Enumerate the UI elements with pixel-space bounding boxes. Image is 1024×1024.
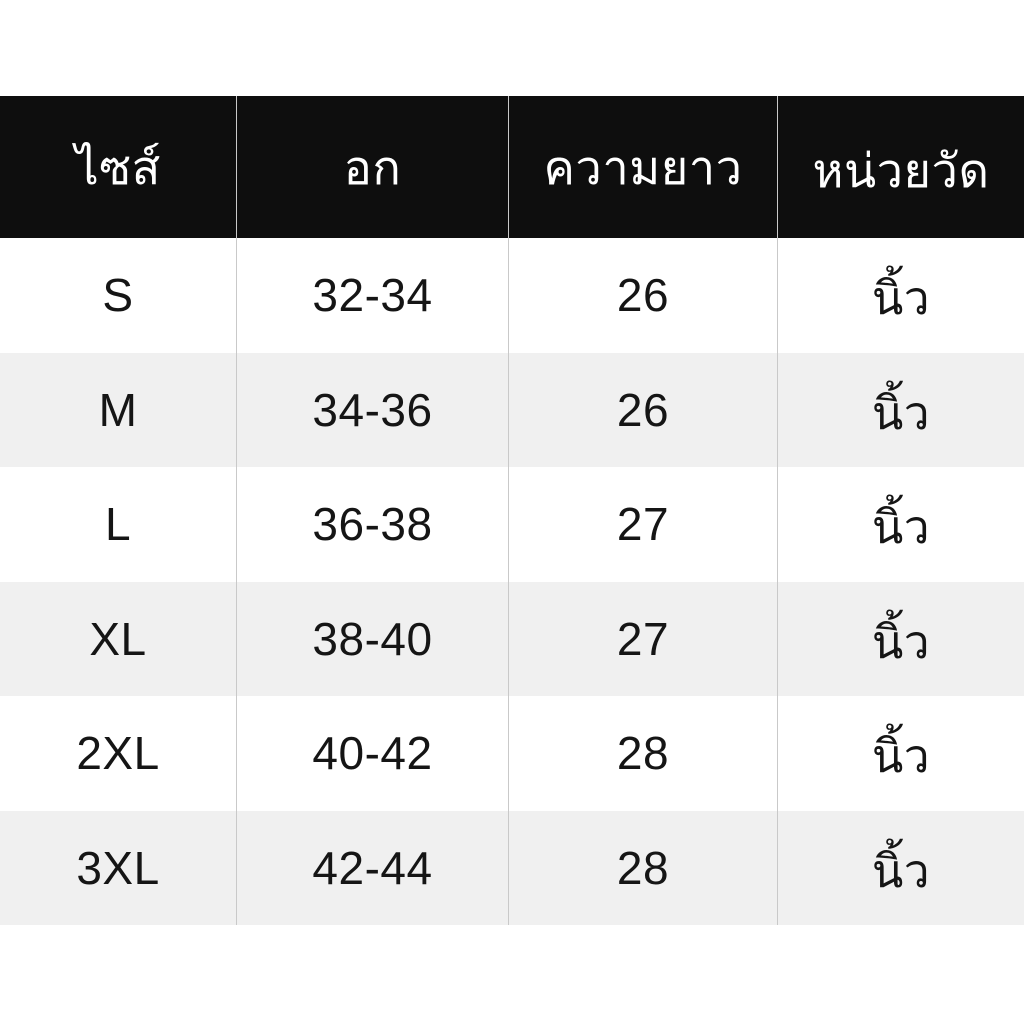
- cell-length: 27: [508, 467, 777, 582]
- cell-size: L: [104, 498, 132, 551]
- cell-chest: 38-40: [236, 582, 508, 697]
- cell-length: 26: [508, 353, 777, 468]
- cell-unit: นิ้ว: [777, 353, 1024, 468]
- cell-chest: 36-38: [236, 467, 508, 582]
- cell-chest: 34-36: [236, 353, 508, 468]
- cell-length: 28: [508, 811, 777, 926]
- cell-length: 28: [508, 696, 777, 811]
- cell-unit: นิ้ว: [777, 467, 1024, 582]
- table-row: [0, 238, 1024, 353]
- size-chart-table: [0, 96, 1024, 925]
- cell-size: 2XL: [76, 727, 160, 780]
- cell-unit: นิ้ว: [777, 238, 1024, 353]
- cell-chest: 40-42: [236, 696, 508, 811]
- header-cell-size: ไซส์: [75, 140, 161, 194]
- table-row: [0, 582, 1024, 697]
- cell-chest: 32-34: [236, 238, 508, 353]
- cell-length: 27: [508, 582, 777, 697]
- header-cell-unit: หน่วยวัด: [777, 96, 1024, 238]
- cell-chest: 42-44: [236, 811, 508, 926]
- cell-size: S: [102, 269, 134, 322]
- table-row: [0, 696, 1024, 811]
- table-row: [0, 467, 1024, 582]
- cell-size: M: [98, 383, 138, 436]
- header-cell-length: ความยาว: [508, 96, 777, 238]
- cell-size: XL: [89, 612, 147, 665]
- cell-size: 3XL: [76, 841, 160, 894]
- cell-unit: นิ้ว: [777, 811, 1024, 926]
- cell-unit: นิ้ว: [777, 696, 1024, 811]
- table-header-row: [0, 96, 1024, 238]
- header-cell-chest: อก: [236, 96, 508, 238]
- cell-unit: นิ้ว: [777, 582, 1024, 697]
- table-row: [0, 811, 1024, 926]
- cell-length: 26: [508, 238, 777, 353]
- table-row: [0, 353, 1024, 468]
